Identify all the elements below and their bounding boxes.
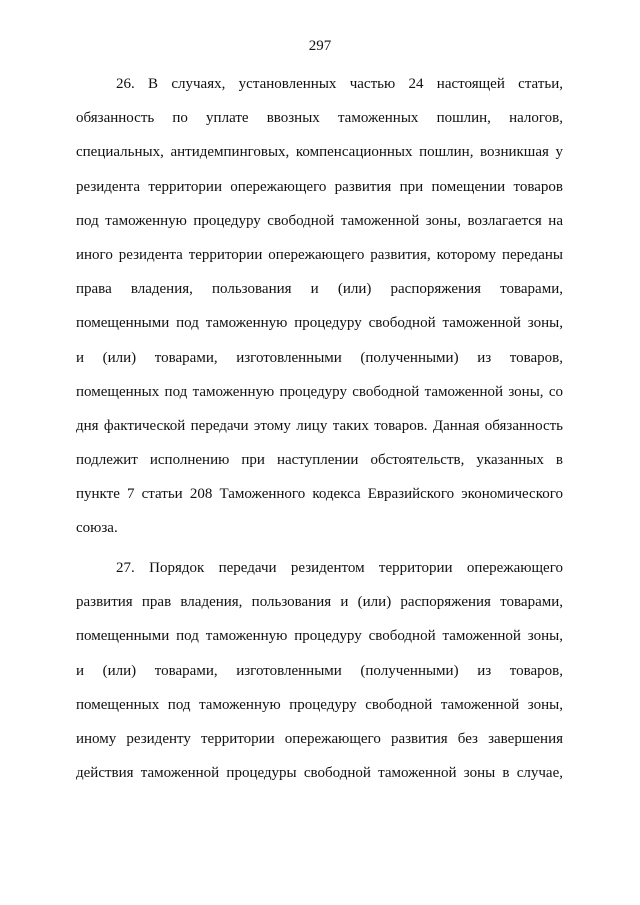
text-line: права владения, пользования и (или) распоряжения товарами, (76, 281, 563, 298)
text-line: иному резиденту территории опережающего развития без завершения (76, 730, 563, 747)
text-line: подлежит исполнению при наступлении обстоятельств, указанных в (76, 452, 563, 469)
page-number: 297 (308, 38, 332, 54)
text-line: помещенных под таможенную процедуру свободной таможенной зоны, со (76, 383, 563, 400)
text-line: 27. Порядок передачи резидентом территории опережающего (116, 560, 563, 576)
text-line: развития прав владения, пользования и (или) распоряжения товарами, (76, 594, 563, 611)
text-line: помещенных под таможенную процедуру свободной таможенной зоны, (76, 696, 563, 713)
text-line: помещенными под таможенную процедуру свободной таможенной зоны, (76, 628, 563, 645)
text-line: специальных, антидемпинговых, компенсационных пошлин, возникшая у (76, 144, 563, 161)
text-line: действия таможенной процедуры свободной таможенной зоны в случае, (76, 765, 563, 782)
paragraph-27 (76, 557, 563, 796)
text-line: обязанность по уплате ввозных таможенных пошлин, налогов, (76, 110, 563, 127)
text-line: иного резидента территории опережающего развития, которому переданы (76, 246, 563, 263)
text-line: под таможенную процедуру свободной таможенной зоны, возлагается на (76, 212, 563, 229)
text-line: дня фактической передачи этому лицу таких товаров. Данная обязанность (76, 417, 563, 434)
text-line: и (или) товарами, изготовленными (полученными) из товаров, (76, 662, 563, 679)
text-line: резидента территории опережающего развития при помещении товаров (76, 178, 563, 195)
paragraph-26 (76, 73, 563, 552)
text-line: пункте 7 статьи 208 Таможенного кодекса Евразийского экономического (76, 486, 563, 503)
text-line: и (или) товарами, изготовленными (полученными) из товаров, (76, 349, 563, 366)
text-line: 26. В случаях, установленных частью 24 настоящей статьи, (116, 76, 563, 92)
text-line: союза. (76, 520, 118, 537)
text-line: помещенными под таможенную процедуру свободной таможенной зоны, (76, 315, 563, 332)
